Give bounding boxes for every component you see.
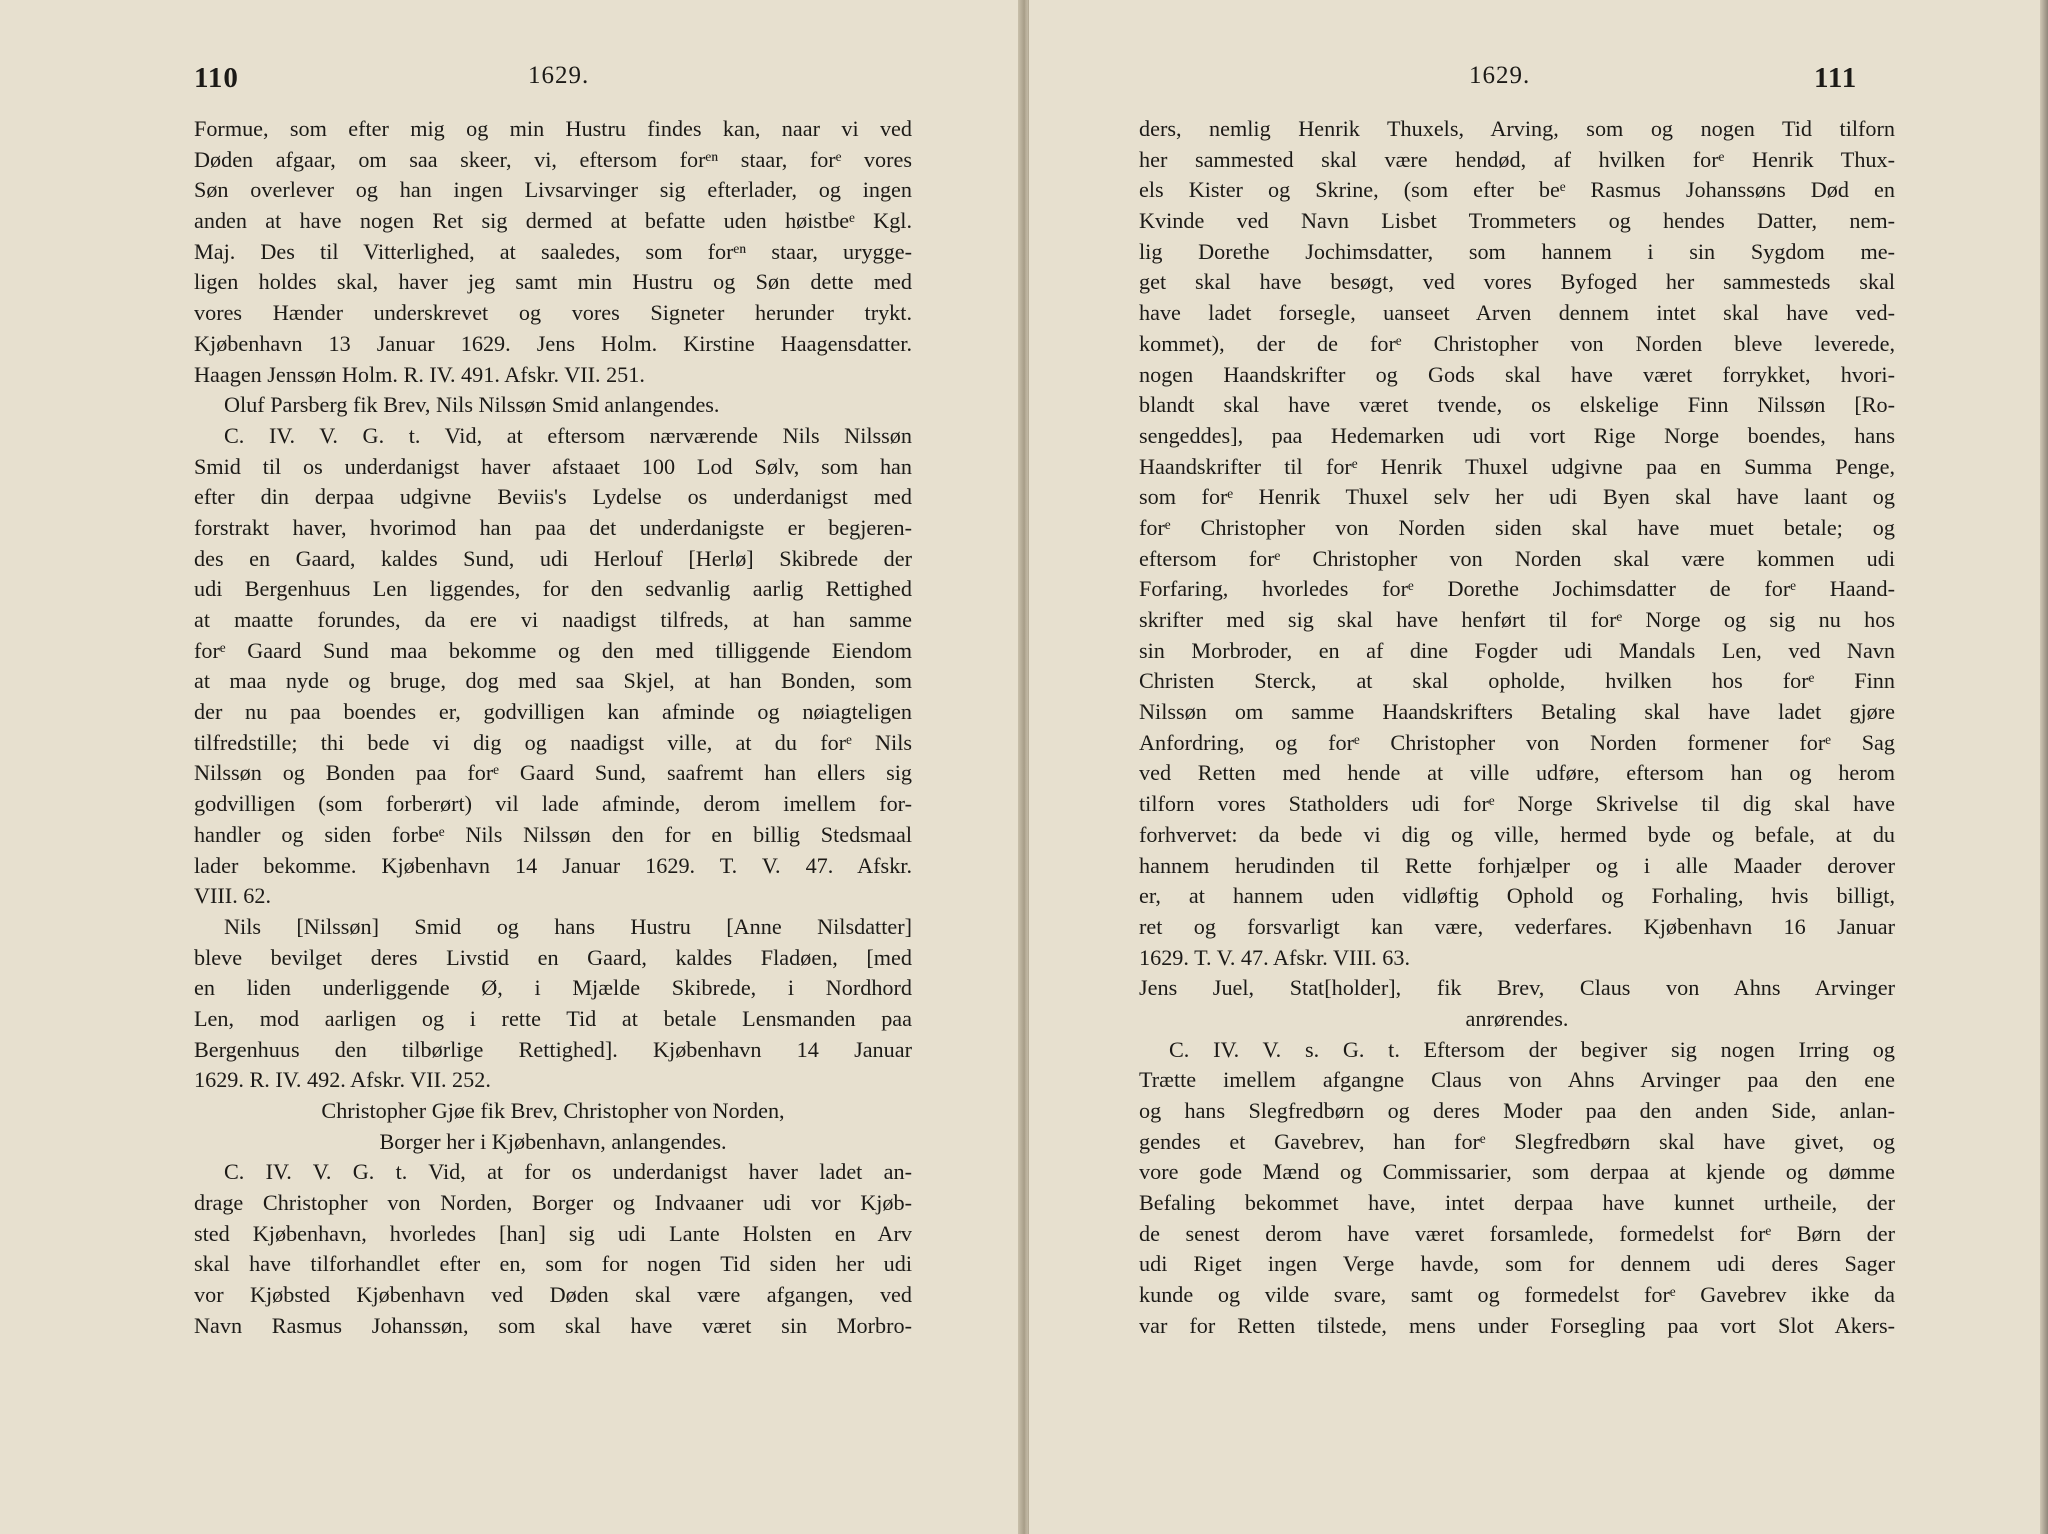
text-line: get skal have besøgt, ved vores Byfoged her sammesteds skal: [1139, 269, 1895, 295]
text-line: els Kister og Skrine, (som efter beᵉ Rasmus Johanssøns Død en: [1139, 177, 1895, 203]
text-line: tilforn vores Statholders udi forᵉ Norge Skrivelse til dig skal have: [1139, 791, 1895, 817]
text-line: bleve bevilget deres Livstid en Gaard, kaldes Fladøen, [med: [194, 944, 912, 970]
text-line: Haandskrifter til forᵉ Henrik Thuxel udgivne paa en Summa Penge,: [1139, 453, 1895, 479]
text-line: skrifter med sig skal have henført til forᵉ Norge og sig nu hos: [1139, 607, 1895, 632]
text-line: Kjøbenhavn 13 Januar 1629. Jens Holm. Kirstine Haagensdatter.: [194, 330, 912, 356]
left-page: [0, 0, 1022, 1534]
page-edge: [2040, 0, 2048, 1534]
text-line: at maatte forundes, da ere vi naadigst tilfreds, at han samme: [194, 607, 912, 632]
text-line: forstrakt haver, hvorimod han paa det underdanigste er begjeren-: [194, 514, 912, 540]
right-page-text: [1139, 114, 1895, 1342]
text-line: som forᵉ Henrik Thuxel selv her udi Byen skal have laant og: [1139, 484, 1895, 510]
text-line: Formue, som efter mig og min Hustru findes kan, naar vi ved: [194, 116, 912, 141]
text-line: sin Morbroder, en af dine Fogder udi Mandals Len, ved Navn: [1139, 637, 1895, 663]
text-line: Len, mod aarligen og i rette Tid at betale Lensmanden paa: [194, 1005, 912, 1031]
text-line: VIII. 62.: [194, 883, 272, 909]
text-line: de senest derom have været forsamlede, formedelst forᵉ Børn der: [1139, 1220, 1895, 1246]
text-line: anrørendes.: [1465, 1005, 1569, 1031]
text-line: ders, nemlig Henrik Thuxels, Arving, som og nogen Tid tilforn: [1139, 116, 1895, 141]
text-line: 1629. T. V. 47. Afskr. VIII. 63.: [1139, 944, 1410, 970]
text-line: eftersom forᵉ Christopher von Norden skal være kommen udi: [1139, 545, 1895, 571]
text-line: Smid til os underdanigst haver afstaaet 100 Lod Sølv, som han: [194, 453, 912, 479]
text-line: at maa nyde og bruge, dog med saa Skjel, at han Bonden, som: [194, 668, 912, 694]
text-line: Oluf Parsberg fik Brev, Nils Nilssøn Smid anlangendes.: [224, 392, 720, 418]
text-line: Nils [Nilssøn] Smid og hans Hustru [Anne Nilsdatter]: [224, 913, 912, 939]
text-line: Bergenhuus den tilbørlige Rettighed]. Kjøbenhavn 14 Januar: [194, 1036, 912, 1062]
text-line: kunde og vilde svare, samt og formedelst forᵉ Gavebrev ikke da: [1139, 1282, 1895, 1308]
text-line: blandt skal have været tvende, os elskelige Finn Nilssøn [Ro-: [1139, 392, 1895, 418]
text-line: tilfredstille; thi bede vi dig og naadigst ville, at du forᵉ Nils: [194, 729, 912, 755]
text-line: Jens Juel, Stat[holder], fik Brev, Claus von Ahns Arvinger: [1139, 975, 1895, 1001]
text-line: Maj. Des til Vitterlighed, at saaledes, som forᵉⁿ staar, urygge-: [194, 238, 912, 264]
text-line: des en Gaard, kaldes Sund, udi Herlouf [Herlø] Skibrede der: [194, 545, 912, 571]
text-line: Christen Sterck, at skal opholde, hvilken hos forᵉ Finn: [1139, 668, 1895, 694]
text-line: Døden afgaar, om saa skeer, vi, eftersom forᵉⁿ staar, forᵉ vores: [194, 146, 912, 172]
text-line: vor Kjøbsted Kjøbenhavn ved Døden skal være afgangen, ved: [194, 1282, 912, 1308]
text-line: var for Retten tilstede, mens under Forsegling paa vort Slot Akers-: [1139, 1312, 1895, 1338]
text-line: lig Dorethe Jochimsdatter, som hannem i sin Sygdom me-: [1139, 238, 1895, 264]
text-line: forᵉ Gaard Sund maa bekomme og den med tilliggende Eiendom: [194, 637, 912, 663]
text-line: Nilssøn om samme Haandskrifters Betaling skal have ladet gjøre: [1139, 699, 1895, 725]
text-line: ligen holdes skal, haver jeg samt min Hustru og Søn dette med: [194, 269, 912, 295]
text-line: Borger her i Kjøbenhavn, anlangendes.: [379, 1128, 727, 1154]
text-line: ved Retten med hende at ville udføre, eftersom han og herom: [1139, 760, 1895, 786]
text-line: skal have tilforhandlet efter en, som for nogen Tid siden her udi: [194, 1251, 912, 1277]
text-line: have ladet forsegle, uanseet Arven dennem intet skal have ved-: [1139, 300, 1895, 326]
text-line: kommet), der de forᵉ Christopher von Norden bleve leverede,: [1139, 330, 1895, 356]
text-line: C. IV. V. s. G. t. Eftersom der begiver sig nogen Irring og: [1169, 1036, 1895, 1062]
text-line: er, at hannem uden vidløftig Ophold og Forhaling, hvis billigt,: [1139, 883, 1895, 909]
text-line: drage Christopher von Norden, Borger og Indvaaner udi vor Kjøb-: [194, 1190, 912, 1216]
text-line: nogen Haandskrifter og Gods skal have været forrykket, hvori-: [1139, 361, 1895, 387]
left-running-head: 1629.: [528, 62, 590, 89]
text-line: 1629. R. IV. 492. Afskr. VII. 252.: [194, 1067, 491, 1093]
text-line: udi Riget ingen Verge havde, som for dennem udi deres Sager: [1139, 1251, 1895, 1277]
text-line: Forfaring, hvorledes forᵉ Dorethe Jochimsdatter de forᵉ Haand-: [1139, 576, 1895, 602]
text-line: Christopher Gjøe fik Brev, Christopher von Norden,: [321, 1098, 785, 1123]
text-line: efter din derpaa udgivne Beviis's Lydelse os underdanigst med: [194, 484, 912, 510]
text-line: her sammested skal være hendød, af hvilken forᵉ Henrik Thux-: [1139, 146, 1895, 172]
text-line: Trætte imellem afgangne Claus von Ahns Arvinger paa den ene: [1139, 1067, 1895, 1093]
text-line: Befaling bekommet have, intet derpaa have kunnet urtheile, der: [1139, 1190, 1895, 1216]
text-line: Haagen Jenssøn Holm. R. IV. 491. Afskr. VII. 251.: [194, 361, 645, 387]
left-page-text: [194, 114, 912, 1342]
text-line: forᵉ Christopher von Norden siden skal have muet betale; og: [1139, 514, 1895, 540]
text-line: der nu paa boendes er, godvilligen kan afminde og nøiagteligen: [194, 699, 912, 725]
text-line: C. IV. V. G. t. Vid, at eftersom nærværende Nils Nilssøn: [224, 422, 912, 448]
text-line: Nilssøn og Bonden paa forᵉ Gaard Sund, saafremt han ellers sig: [194, 760, 912, 786]
text-line: handler og siden forbeᵉ Nils Nilssøn den for en billig Stedsmaal: [194, 821, 912, 847]
text-line: anden at have nogen Ret sig dermed at befatte uden høistbeᵉ Kgl.: [194, 208, 912, 234]
right-running-head: 1629.: [1469, 62, 1531, 89]
text-line: sengeddes], paa Hedemarken udi vort Rige Norge boendes, hans: [1139, 422, 1895, 448]
left-page-number: 110: [194, 62, 239, 94]
text-line: Kvinde ved Navn Lisbet Trommeters og hendes Datter, nem-: [1139, 208, 1895, 234]
text-line: en liden underliggende Ø, i Mjælde Skibrede, i Nordhord: [194, 975, 912, 1001]
text-line: vores Hænder underskrevet og vores Signeter herunder trykt.: [194, 300, 912, 326]
text-line: vore gode Mænd og Commissarier, som derpaa at kjende og dømme: [1139, 1159, 1895, 1185]
text-line: Anfordring, og forᵉ Christopher von Norden formener forᵉ Sag: [1139, 729, 1895, 755]
text-line: udi Bergenhuus Len liggendes, for den sedvanlig aarlig Rettighed: [194, 576, 912, 602]
text-line: og hans Slegfredbørn og deres Moder paa den anden Side, anlan-: [1139, 1098, 1895, 1123]
text-line: forhvervet: da bede vi dig og ville, hermed byde og befale, at du: [1139, 821, 1895, 847]
text-line: sted Kjøbenhavn, hvorledes [han] sig udi Lante Holsten en Arv: [194, 1220, 912, 1246]
text-line: godvilligen (som forberørt) vil lade afminde, derom imellem for-: [194, 791, 912, 817]
text-line: ret og forsvarligt kan være, vederfares. Kjøbenhavn 16 Januar: [1139, 913, 1895, 939]
text-line: C. IV. V. G. t. Vid, at for os underdanigst haver ladet an-: [224, 1159, 912, 1185]
text-line: gendes et Gavebrev, han forᵉ Slegfredbørn skal have givet, og: [1139, 1128, 1895, 1154]
text-line: Søn overlever og han ingen Livsarvinger sig efterlader, og ingen: [194, 177, 912, 203]
text-line: lader bekomme. Kjøbenhavn 14 Januar 1629. T. V. 47. Afskr.: [194, 852, 912, 878]
text-line: hannem herudinden til Rette forhjælper og i alle Maader derover: [1139, 852, 1895, 878]
right-page-number: 111: [1814, 62, 1858, 94]
right-page: [1028, 0, 2044, 1534]
text-line: Navn Rasmus Johanssøn, som skal have været sin Morbro-: [194, 1312, 912, 1338]
